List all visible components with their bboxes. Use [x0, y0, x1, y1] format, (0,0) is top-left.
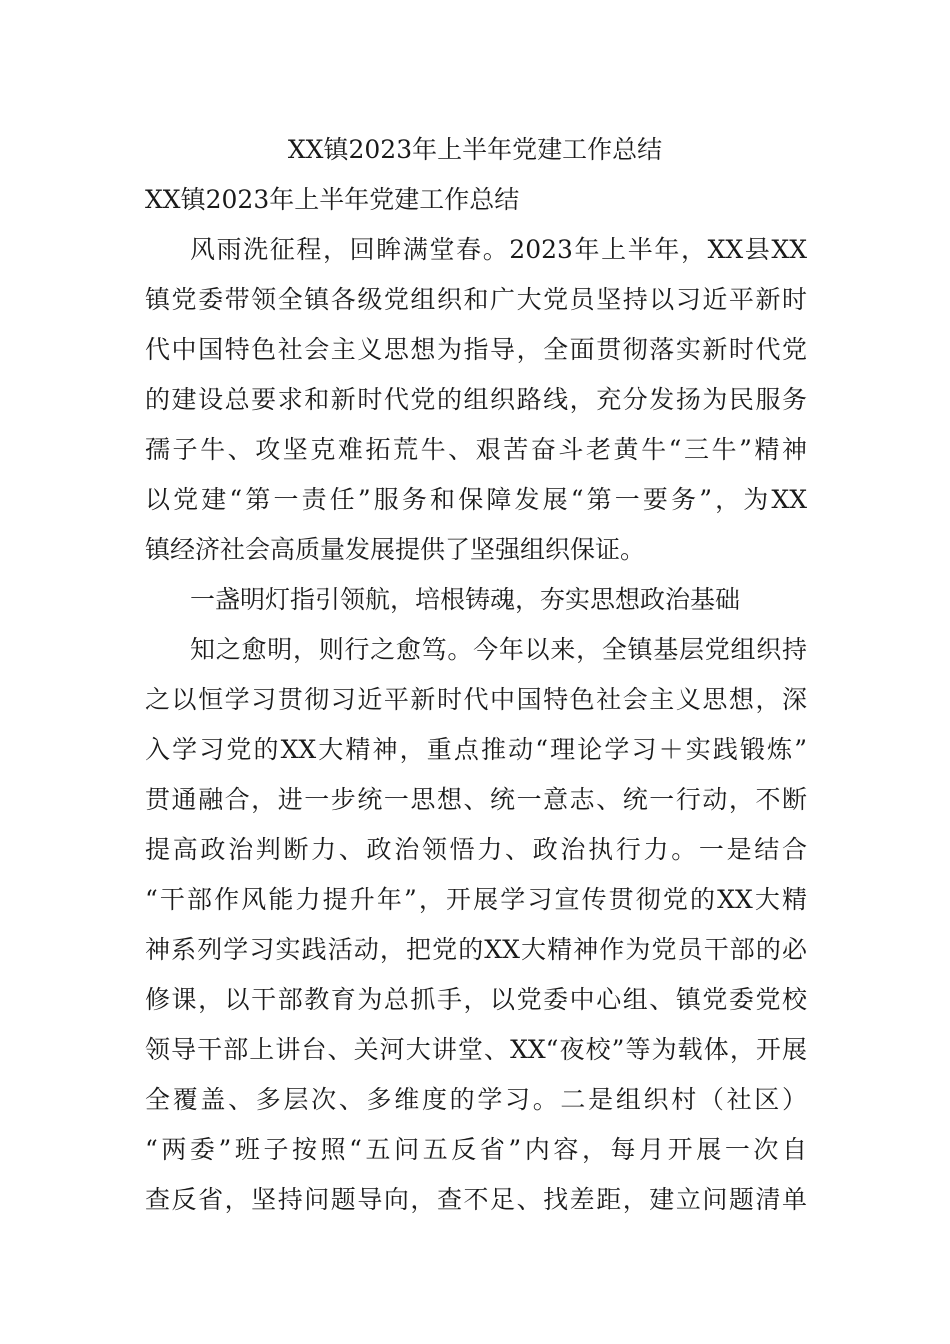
paragraph-line: 提高政治判断力、政治领悟力、政治执行力。一是结合	[145, 835, 807, 864]
paragraph-line: 查反省，坚持问题导向，查不足、找差距，建立问题清单	[145, 1185, 807, 1214]
paragraph-line: 镇经济社会高质量发展提供了坚强组织保证。	[145, 535, 646, 564]
paragraph-line: 孺子牛、攻坚克难拓荒牛、艰苦奋斗老黄牛“三牛”精神	[145, 435, 807, 464]
paragraph-line: 之以恒学习贯彻习近平新时代中国特色社会主义思想，深	[145, 685, 807, 714]
paragraph-line: 修课，以干部教育为总抓手，以党委中心组、镇党委党校	[145, 985, 807, 1014]
section-heading: 一盏明灯指引领航，培根铸魂，夯实思想政治基础	[190, 585, 741, 614]
paragraph-line: 知之愈明，则行之愈笃。今年以来，全镇基层党组织持	[190, 635, 807, 664]
paragraph-line: 代中国特色社会主义思想为指导，全面贯彻落实新时代党	[145, 335, 807, 364]
paragraph-line: 全覆盖、多层次、多维度的学习。二是组织村（社区）	[145, 1085, 807, 1114]
paragraph-line: 领导干部上讲台、关河大讲堂、XX“夜校”等为载体，开展	[145, 1035, 807, 1064]
paragraph-line: 神系列学习实践活动，把党的XX大精神作为党员干部的必	[145, 935, 807, 964]
paragraph-line: “干部作风能力提升年”，开展学习宣传贯彻党的XX大精	[145, 885, 807, 914]
paragraph-line: 以党建“第一责任”服务和保障发展“第一要务”，为XX	[145, 485, 807, 514]
paragraph-line: 风雨洗征程，回眸满堂春。2023年上半年，XX县XX	[190, 235, 807, 264]
paragraph-line: 入学习党的XX大精神，重点推动“理论学习＋实践锻炼”	[145, 735, 807, 764]
paragraph-line: 贯通融合，进一步统一思想、统一意志、统一行动，不断	[145, 785, 807, 814]
document-subtitle: XX镇2023年上半年党建工作总结	[145, 185, 520, 214]
paragraph-line: “两委”班子按照“五问五反省”内容，每月开展一次自	[145, 1135, 807, 1164]
document-title: XX镇2023年上半年党建工作总结	[287, 135, 663, 164]
paragraph-line: 镇党委带领全镇各级党组织和广大党员坚持以习近平新时	[145, 285, 807, 314]
paragraph-line: 的建设总要求和新时代党的组织路线，充分发扬为民服务	[145, 385, 807, 414]
